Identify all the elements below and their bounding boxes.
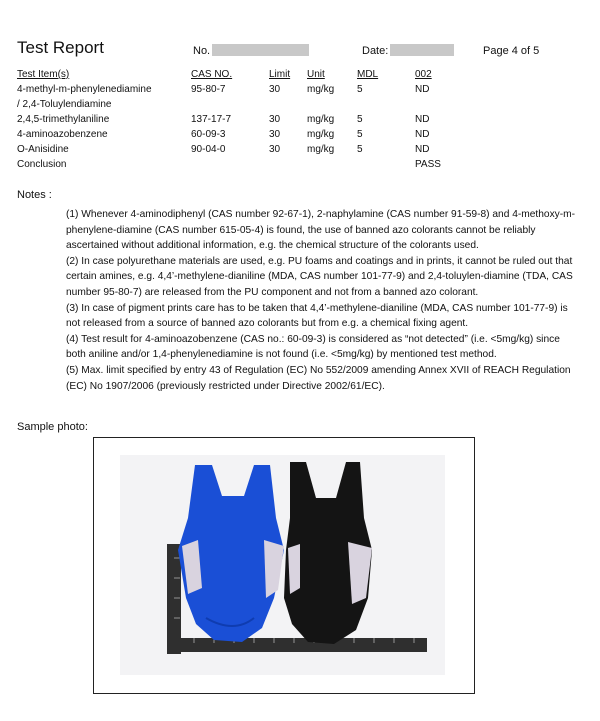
cell-limit: 30 (269, 129, 281, 140)
column-header-sample-002: 002 (415, 69, 432, 80)
cell-mdl: 5 (357, 84, 363, 95)
redacted-date (390, 44, 454, 56)
cell-mdl (357, 159, 415, 174)
notes-list (66, 207, 576, 394)
cell-cas: 90-04-0 (191, 144, 226, 155)
cell-result: ND (415, 129, 430, 140)
cell-mdl: 5 (357, 129, 363, 140)
column-header-limit: Limit (269, 69, 291, 80)
table-row-conclusion (17, 159, 475, 174)
cell-result: ND (415, 144, 430, 155)
cell-unit: mg/kg (307, 144, 335, 155)
cell-mdl (357, 99, 415, 114)
cell-limit (269, 159, 307, 174)
table-row (17, 129, 475, 144)
table-row (17, 114, 475, 129)
cell-limit: 30 (269, 144, 281, 155)
note-item: (5) Max. limit specified by entry 43 of Regulation (EC) No 552/2009 amending Annex XVII of REACH Regulation (EC) No 1907/2006 (previously restricted under Directive 2002/61/EC). (66, 364, 571, 392)
sample-photo (93, 437, 475, 694)
page-number: Page 4 of 5 (483, 45, 540, 57)
cell-result: ND (415, 84, 430, 95)
note-item: (2) In case polyurethane materials are used, e.g. PU foams and coatings and in prints, it cannot be ruled out that certain amines, e.g. 4,4’-methylene-dianiline (MDA, CAS number 101-77-9) and 2,4-toluylen-diamine (TDA, CAS number 95-80-7) are released from the PU component and not from a banned azo colorant. (66, 255, 573, 298)
cell-result (415, 99, 475, 114)
table-row (17, 144, 475, 159)
sample-photo-label: Sample photo: (17, 421, 88, 433)
column-header-cas: CAS NO. (191, 69, 233, 80)
redacted-report-number (212, 44, 309, 56)
results-table (17, 69, 475, 174)
cell-unit: mg/kg (307, 129, 335, 140)
date-label: Date: (362, 45, 389, 57)
column-header-unit: Unit (307, 69, 325, 80)
report-title: Test Report (17, 38, 104, 57)
cell-item: Conclusion (17, 159, 67, 170)
cell-unit: mg/kg (307, 84, 335, 95)
cell-cas (191, 159, 269, 174)
notes-heading: Notes : (17, 189, 52, 201)
cell-limit: 30 (269, 114, 281, 125)
column-header-mdl: MDL (357, 69, 379, 80)
cell-item: 4-aminoazobenzene (17, 129, 108, 140)
table-row (17, 99, 475, 114)
table-header-row (17, 69, 475, 84)
cell-unit: mg/kg (307, 114, 335, 125)
cell-item: 4-methyl-m-phenylenediamine (17, 84, 152, 95)
cell-item: / 2,4-Toluylendiamine (17, 99, 112, 110)
cell-limit: 30 (269, 84, 281, 95)
report-number-label: No. (193, 45, 211, 57)
cell-unit (307, 99, 357, 114)
cell-limit (269, 99, 307, 114)
cell-cas: 60-09-3 (191, 129, 226, 140)
note-item: (4) Test result for 4-aminoazobenzene (CAS no.: 60-09-3) is considered as “not detected” (i.e. <5mg/kg) since both aniline and/or 1,4-phenylenediamine is not found (i.e. <5mg/kg) by mentioned test method. (66, 333, 560, 361)
note-item: (3) In case of pigment prints care has to be taken that 4,4’-methylene-dianiline (MDA, CAS number 101-77-9) is not released from a source of banned azo colorants but from e.g. a chemical fixing agent. (66, 302, 568, 330)
cell-item: O-Anisidine (17, 144, 69, 155)
cell-result: ND (415, 114, 430, 125)
cell-item: 2,4,5-trimethylaniline (17, 114, 110, 125)
cell-unit (307, 159, 357, 174)
cell-conclusion-result: PASS (415, 159, 441, 170)
note-item: (1) Whenever 4-aminodiphenyl (CAS number 92-67-1), 2-naphylamine (CAS number 91-59-8) and 4-methoxy-m-phenylene-diamine (CAS number 615-05-4) is found, the use of banned azo colorants cannot be reliably ascertained without additional information, e.g. the chemical structure of the colorants used. (66, 209, 576, 252)
cell-cas: 95-80-7 (191, 84, 226, 95)
cell-mdl: 5 (357, 144, 363, 155)
cell-cas: 137-17-7 (191, 114, 232, 125)
cell-mdl: 5 (357, 114, 363, 125)
table-row (17, 84, 475, 99)
cell-cas (191, 99, 269, 114)
column-header-test-item: Test Item(s) (17, 69, 70, 80)
